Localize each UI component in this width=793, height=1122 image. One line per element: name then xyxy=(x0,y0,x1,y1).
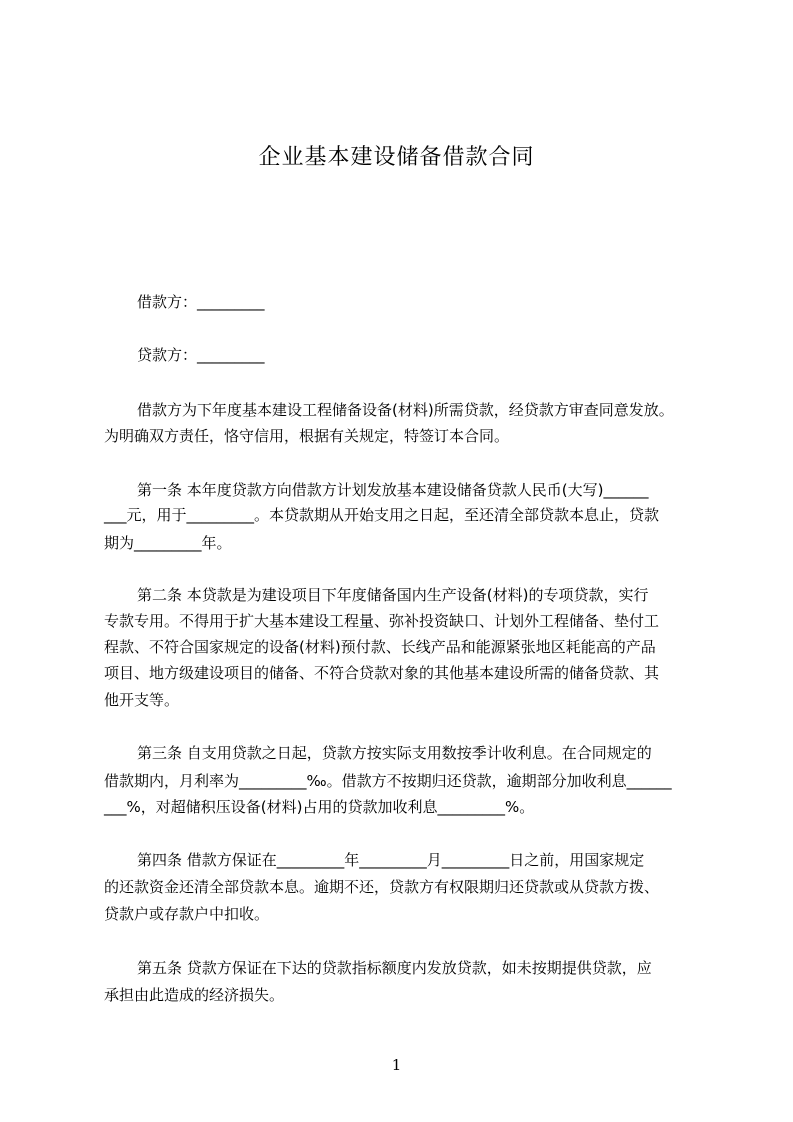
paragraph-line: 第二条 本贷款是为建设项目下年度储备国内生产设备(材料)的专项贷款，实行 xyxy=(137,586,649,604)
document-title: 企业基本建设储备借款合同 xyxy=(258,145,535,170)
paragraph-line: 的还款资金还清全部贷款本息。逾期不还，贷款方有权限期归还贷款或从贷款方拨、 xyxy=(104,878,660,896)
paragraph-line: 借款期内，月利率为_________‰。借款方不按期归还贷款，逾期部分加收利息______ xyxy=(104,772,672,790)
paragraph-line: 程款、不符合国家规定的设备(材料)预付款、长线产品和能源紧张地区耗能高的产品 xyxy=(104,638,656,656)
paragraph-line: 期为_________年。 xyxy=(104,534,232,552)
paragraph-line: 第一条 本年度贷款方向借款方计划发放基本建设储备贷款人民币(大写)______ xyxy=(137,481,649,499)
lender-line: 贷款方：_________ xyxy=(137,346,265,364)
paragraph-line: 他开支等。 xyxy=(104,691,180,709)
paragraph-line: ___%，对超储积压设备(材料)占用的贷款加收利息_________%。 xyxy=(104,798,535,816)
paragraph-line: 为明确双方责任，恪守信用，根据有关规定，特签订本合同。 xyxy=(104,427,510,445)
paragraph-line: 第五条 贷款方保证在下达的贷款指标额度内发放贷款，如未按期提供贷款，应 xyxy=(137,959,652,977)
borrower-line: 借款方：_________ xyxy=(137,293,265,311)
paragraph-line: ___元，用于_________。本贷款期从开始支用之日起，至还清全部贷款本息止，贷款 xyxy=(104,506,660,524)
paragraph-line: 第三条 自支用贷款之日起，贷款方按实际支用数按季计收利息。在合同规定的 xyxy=(137,744,652,762)
paragraph-line: 专款专用。不得用于扩大基本建设工程量、弥补投资缺口、计划外工程储备、垫付工 xyxy=(104,612,660,630)
paragraph-line: 项目、地方级建设项目的储备、不符合贷款对象的其他基本建设所需的储备贷款、其 xyxy=(104,664,660,682)
paragraph-line: 承担由此造成的经济损失。 xyxy=(104,986,285,1004)
paragraph-line: 借款方为下年度基本建设工程储备设备(材料)所需贷款，经贷款方审查同意发放。 xyxy=(137,401,674,419)
paragraph-line: 贷款户或存款户中扣收。 xyxy=(104,905,270,923)
page-number: 1 xyxy=(391,1056,402,1074)
paragraph-line: 第四条 借款方保证在_________年_________月_________日之前，用国家规定 xyxy=(137,851,645,869)
